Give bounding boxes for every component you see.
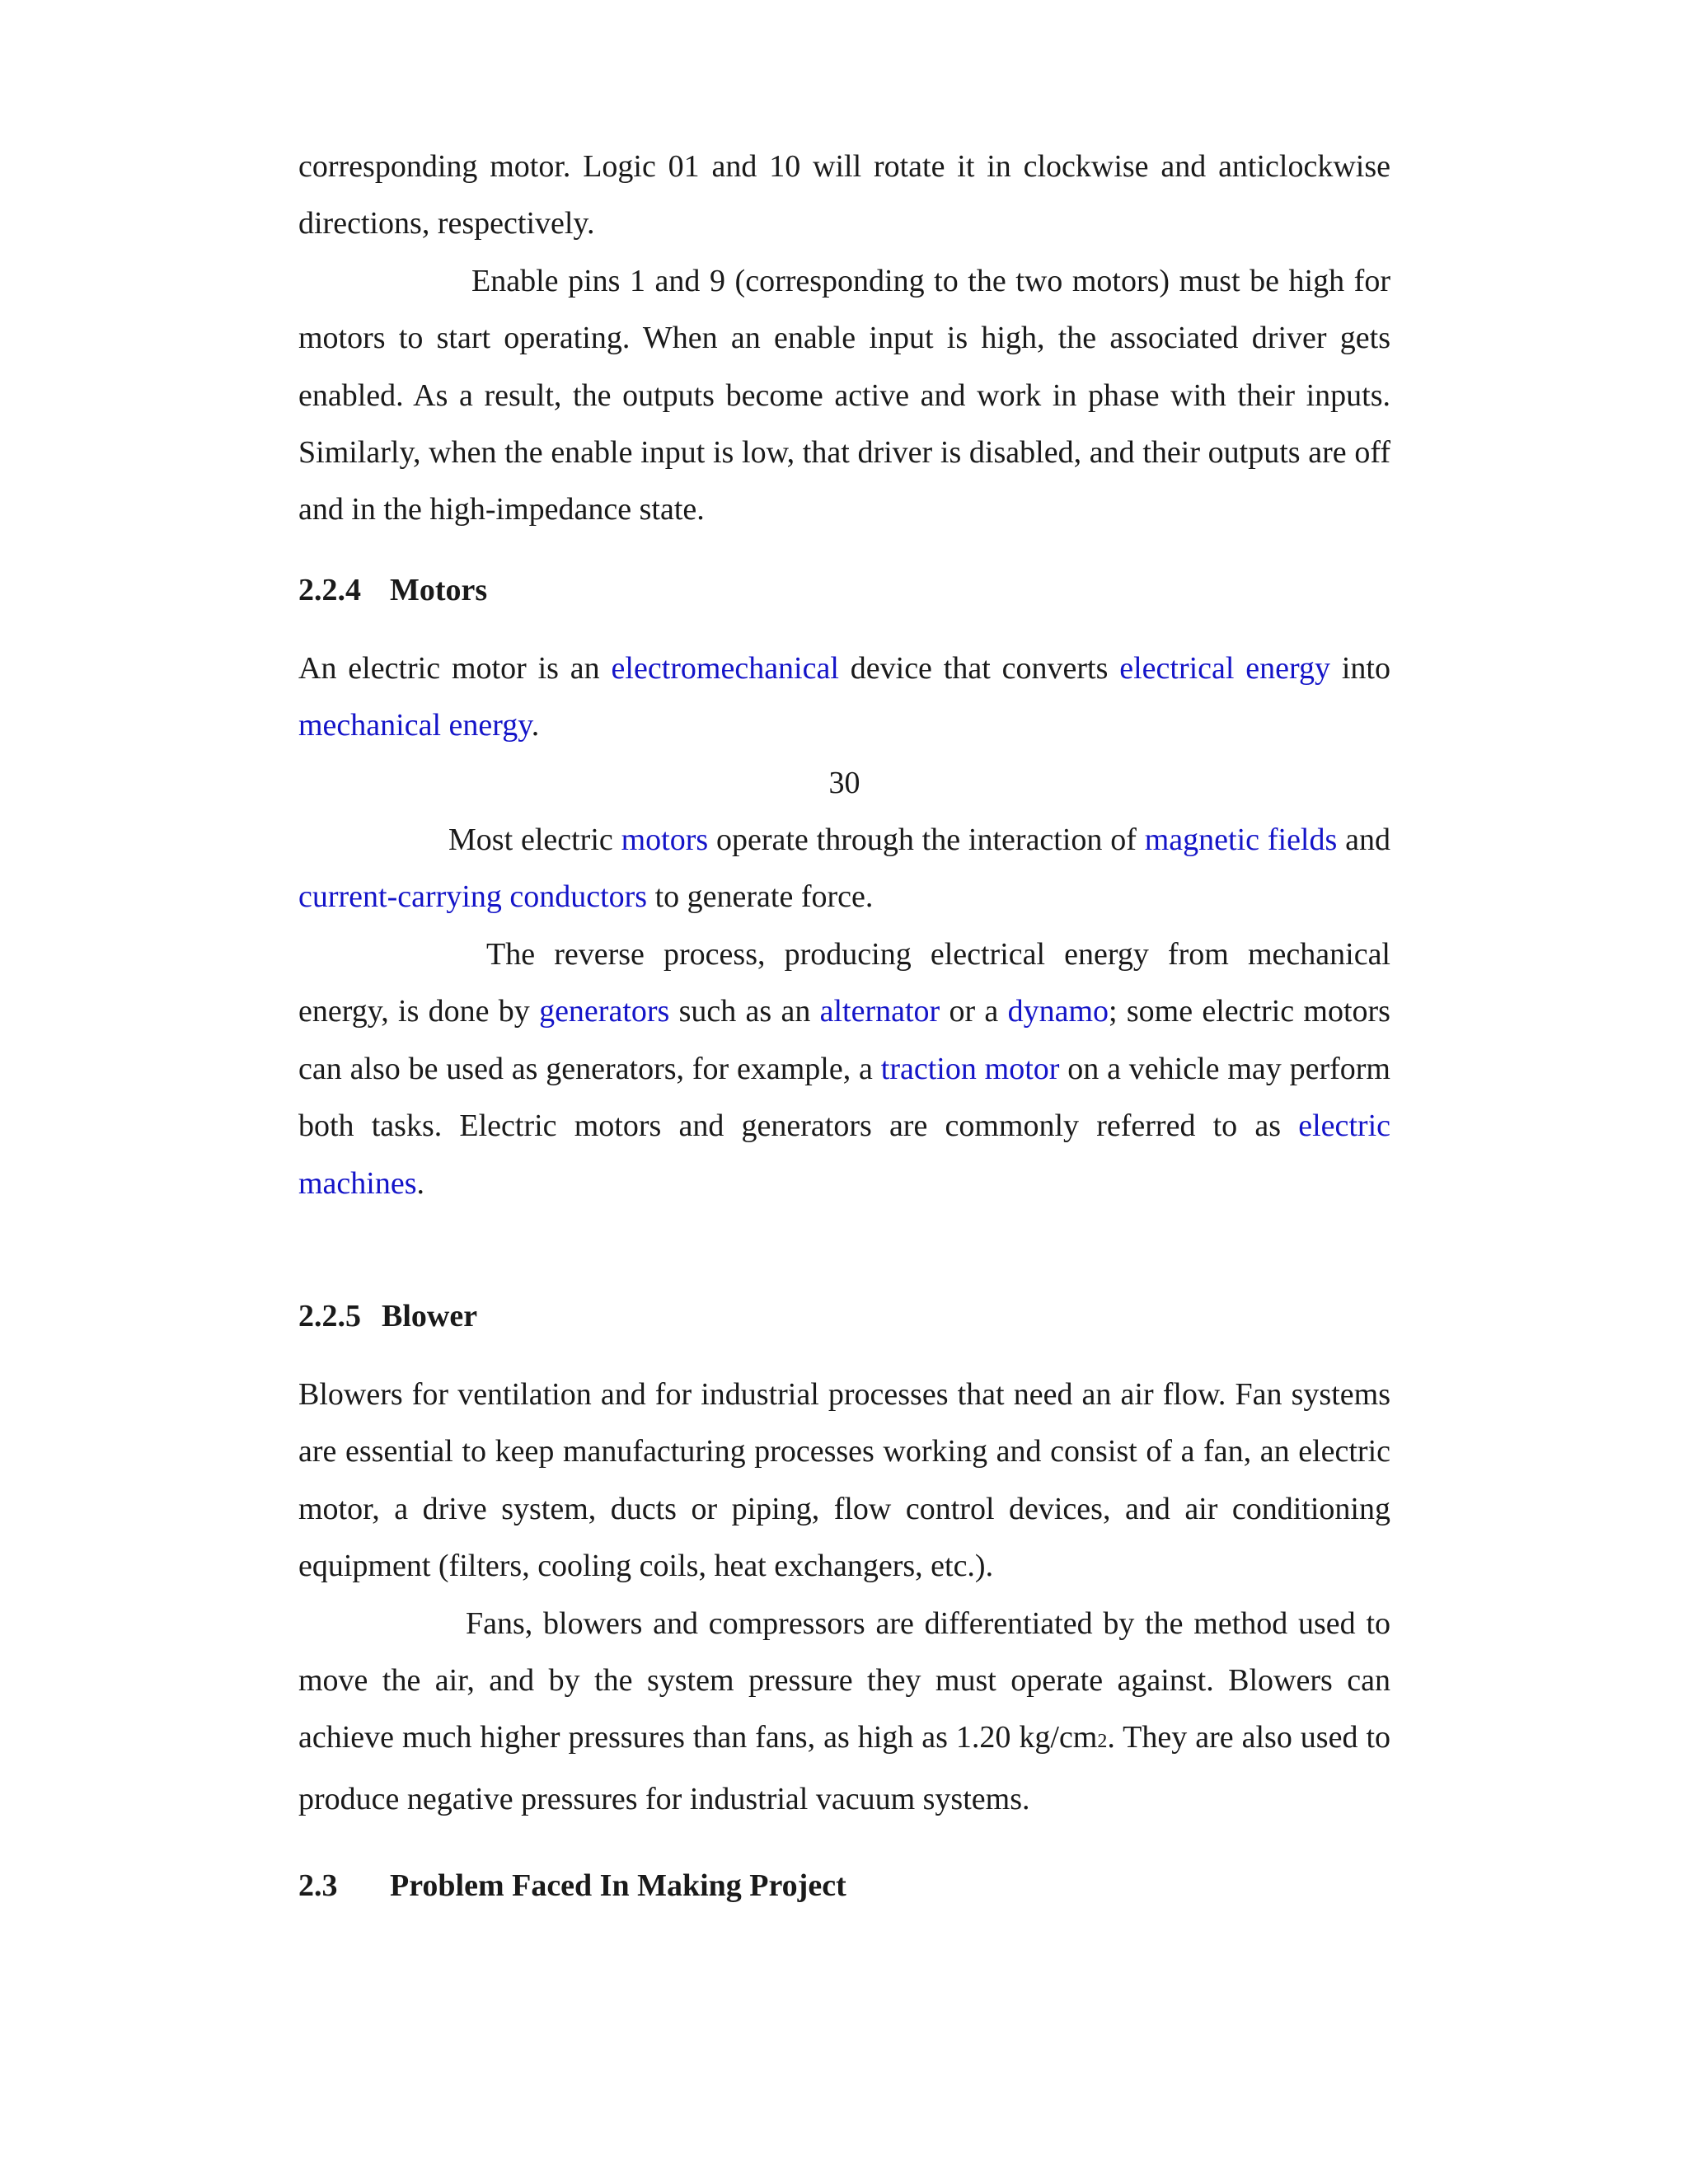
text-span: and xyxy=(1337,823,1390,858)
link-dynamo[interactable]: dynamo xyxy=(1007,994,1109,1029)
heading-number: 2.2.5 xyxy=(298,1298,361,1333)
link-alternator[interactable]: alternator xyxy=(819,994,940,1029)
text-span: . They are also used to produce negative pressures for industrial vacuum systems. xyxy=(298,1720,1391,1816)
paragraph-blowers: Blowers for ventilation and for industrial processes that need an air flow. Fan systems are essential to keep manufacturing processes working and consist of a fan, an electric motor, a drive system, ducts or piping, flow control devices, and air conditioning equipment (filters, cooling coils, heat exchangers, etc.). xyxy=(298,1376,1390,1584)
text-span: ; some electric motors can also be used as generators, for example, a xyxy=(298,994,1390,1086)
heading-number: 2.2.4 xyxy=(298,572,361,607)
heading-number: 2.3 xyxy=(298,1868,338,1904)
subscript-2: 2 xyxy=(1097,1731,1108,1753)
document-page xyxy=(298,138,1390,1910)
paragraph-motor-operation xyxy=(298,812,1390,926)
link-current-carrying-conductors[interactable]: current-carrying conductors xyxy=(298,879,648,915)
link-electromechanical[interactable]: electromechanical xyxy=(611,650,839,686)
text-span: device that converts xyxy=(838,650,1120,686)
text-span: The reverse process, producing electrical energy from mechanical energy, is done by xyxy=(298,936,1390,1029)
text-span: into xyxy=(1330,650,1390,686)
link-traction-motor[interactable]: traction motor xyxy=(880,1051,1060,1086)
heading-title: Blower xyxy=(382,1298,478,1333)
heading-title: Motors xyxy=(390,572,488,607)
heading-title: Problem Faced In Making Project xyxy=(390,1868,846,1904)
heading-motors xyxy=(298,565,1390,615)
page-number: 30 xyxy=(828,765,860,800)
paragraph-electric-motor xyxy=(298,640,1390,755)
paragraph-fans-blowers xyxy=(298,1596,1390,1829)
text-span: operate through the interaction of xyxy=(708,823,1145,858)
link-motors[interactable]: motors xyxy=(621,823,709,858)
heading-blower xyxy=(298,1291,1390,1341)
paragraph-reverse-process xyxy=(298,926,1390,1212)
text-span: on a vehicle may perform both tasks. Electric motors and generators are commonly referred to as xyxy=(298,1051,1390,1144)
paragraph-motor-logic: corresponding motor. Logic 01 and 10 will rotate it in clockwise and anticlockwise directions, respectively. xyxy=(298,149,1390,241)
link-electric-machines[interactable]: electric machines xyxy=(298,1108,1390,1201)
link-electrical-energy[interactable]: electrical energy xyxy=(1119,650,1331,686)
text-span: Most electric xyxy=(448,823,621,858)
text-span: to generate force. xyxy=(647,879,874,915)
text-span: An electric motor is an xyxy=(298,650,612,686)
text-span: such as an xyxy=(669,994,820,1029)
text-span: . xyxy=(531,708,540,743)
text-span: Fans, blowers and compressors are differentiated by the method used to move the air, and by the system pressure they must operate against. Blowers can achieve much higher pressures than fans, as high as 1.20 kg/cm xyxy=(298,1605,1390,1755)
link-magnetic-fields[interactable]: magnetic fields xyxy=(1144,823,1338,858)
paragraph-enable-pins: Enable pins 1 and 9 (corresponding to the two motors) must be high for motors to start operating. When an enable input is high, the associated driver gets enabled. As a result, the outputs become active and work in phase with their inputs. Similarly, when the enable input is low, that driver is disabled, and their outputs are off and in the high-impedance state. xyxy=(298,263,1390,527)
text-span: . xyxy=(416,1165,425,1201)
heading-problem-faced xyxy=(298,1861,1390,1910)
link-generators[interactable]: generators xyxy=(539,994,670,1029)
text-span: or a xyxy=(940,994,1008,1029)
link-mechanical-energy[interactable]: mechanical energy xyxy=(298,708,532,743)
